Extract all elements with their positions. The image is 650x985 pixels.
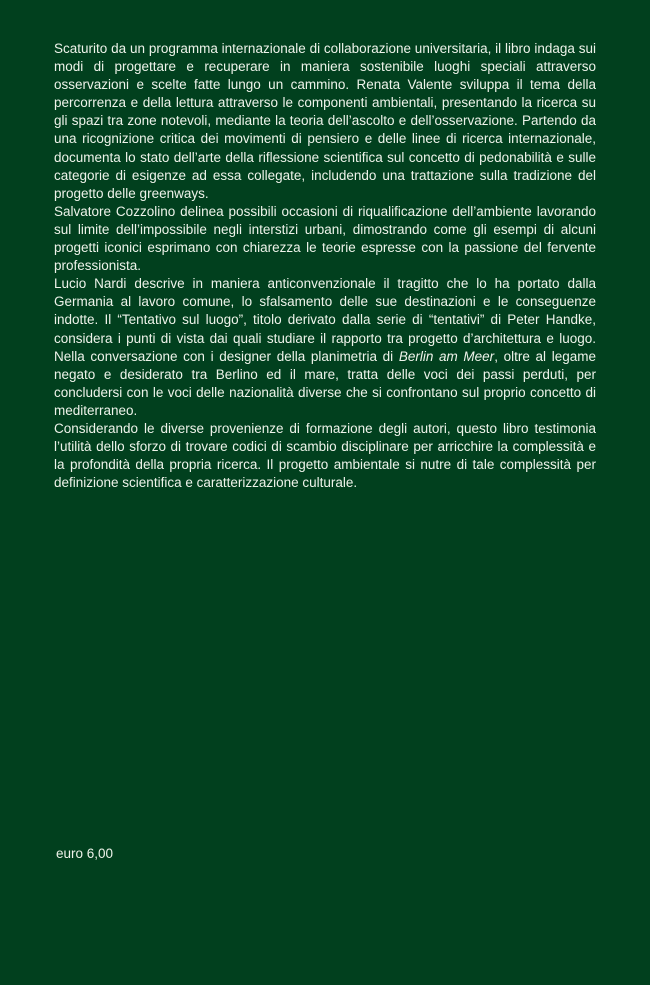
blurb-paragraph: Considerando le diverse provenienze di formazione degli autori, questo libro testimonia l’utilità dello sforzo di trovare codici di scambio disciplinare per arricchire la complessità e la profondità della propria ricerca. Il progetto ambientale si nutre di tale complessità per definizione scientifica e caratterizzazione culturale. — [54, 420, 596, 491]
blurb-paragraph — [54, 275, 596, 420]
blurb-paragraph: Scaturito da un programma internazionale di collaborazione universitaria, il libro indaga sui modi di progettare e recuperare in maniera sostenibile luoghi speciali attraverso osservazioni e scelte fatte lungo un cammino. Renata Valente sviluppa il tema della percorrenza e della lettura attraverso le componenti ambientali, presentando la ricerca su gli spazi tra zone notevoli, mediante la teoria dell’ascolto e dell’osservazione. Partendo da una ricognizione critica dei movimenti di pensiero e delle linee di ricerca internazionale, documenta lo stato dell’arte della riflessione scientifica sul concetto di pedonabilità e sulle categorie di esigenze ad essa collegate, includendo una trattazione sulla tradizione del progetto delle greenways. — [54, 41, 596, 201]
blurb-paragraph: Salvatore Cozzolino delinea possibili occasioni di riqualificazione dell’ambiente lavorando sul limite dell’impossibile negli interstizi urbani, dimostrando come gli esempi di alcuni progetti iconici esprimano con chiarezza le teorie espresse con la passione del fervente professionista. — [54, 203, 596, 274]
blurb-text-segment: , oltre al legame negato e desiderato tra Berlino ed il mare, tratta delle voci dei passi perduti, per concludersi con le voci delle nazionalità diverse che si confrontano sul proprio concetto di mediterraneo. — [54, 348, 596, 418]
price-label: euro 6,00 — [56, 846, 114, 861]
blurb-text — [54, 40, 596, 492]
blurb-text-segment: Lucio Nardi descrive in maniera anticonvenzionale il tragitto che lo ha portato dalla Germania al lavoro comune, lo sfalsamento delle sue destinazioni e le conseguenze indotte. Il “Tentativo sul luogo”, titolo derivato dalla serie di “tentativi” di Peter Handke, considera i punti di vista dai quali studiare il rapporto tra progetto d’architettura e luogo. Nella conversazione con i designer della planimetria di — [54, 276, 596, 364]
book-title-italic: Berlin am Meer — [398, 348, 495, 364]
